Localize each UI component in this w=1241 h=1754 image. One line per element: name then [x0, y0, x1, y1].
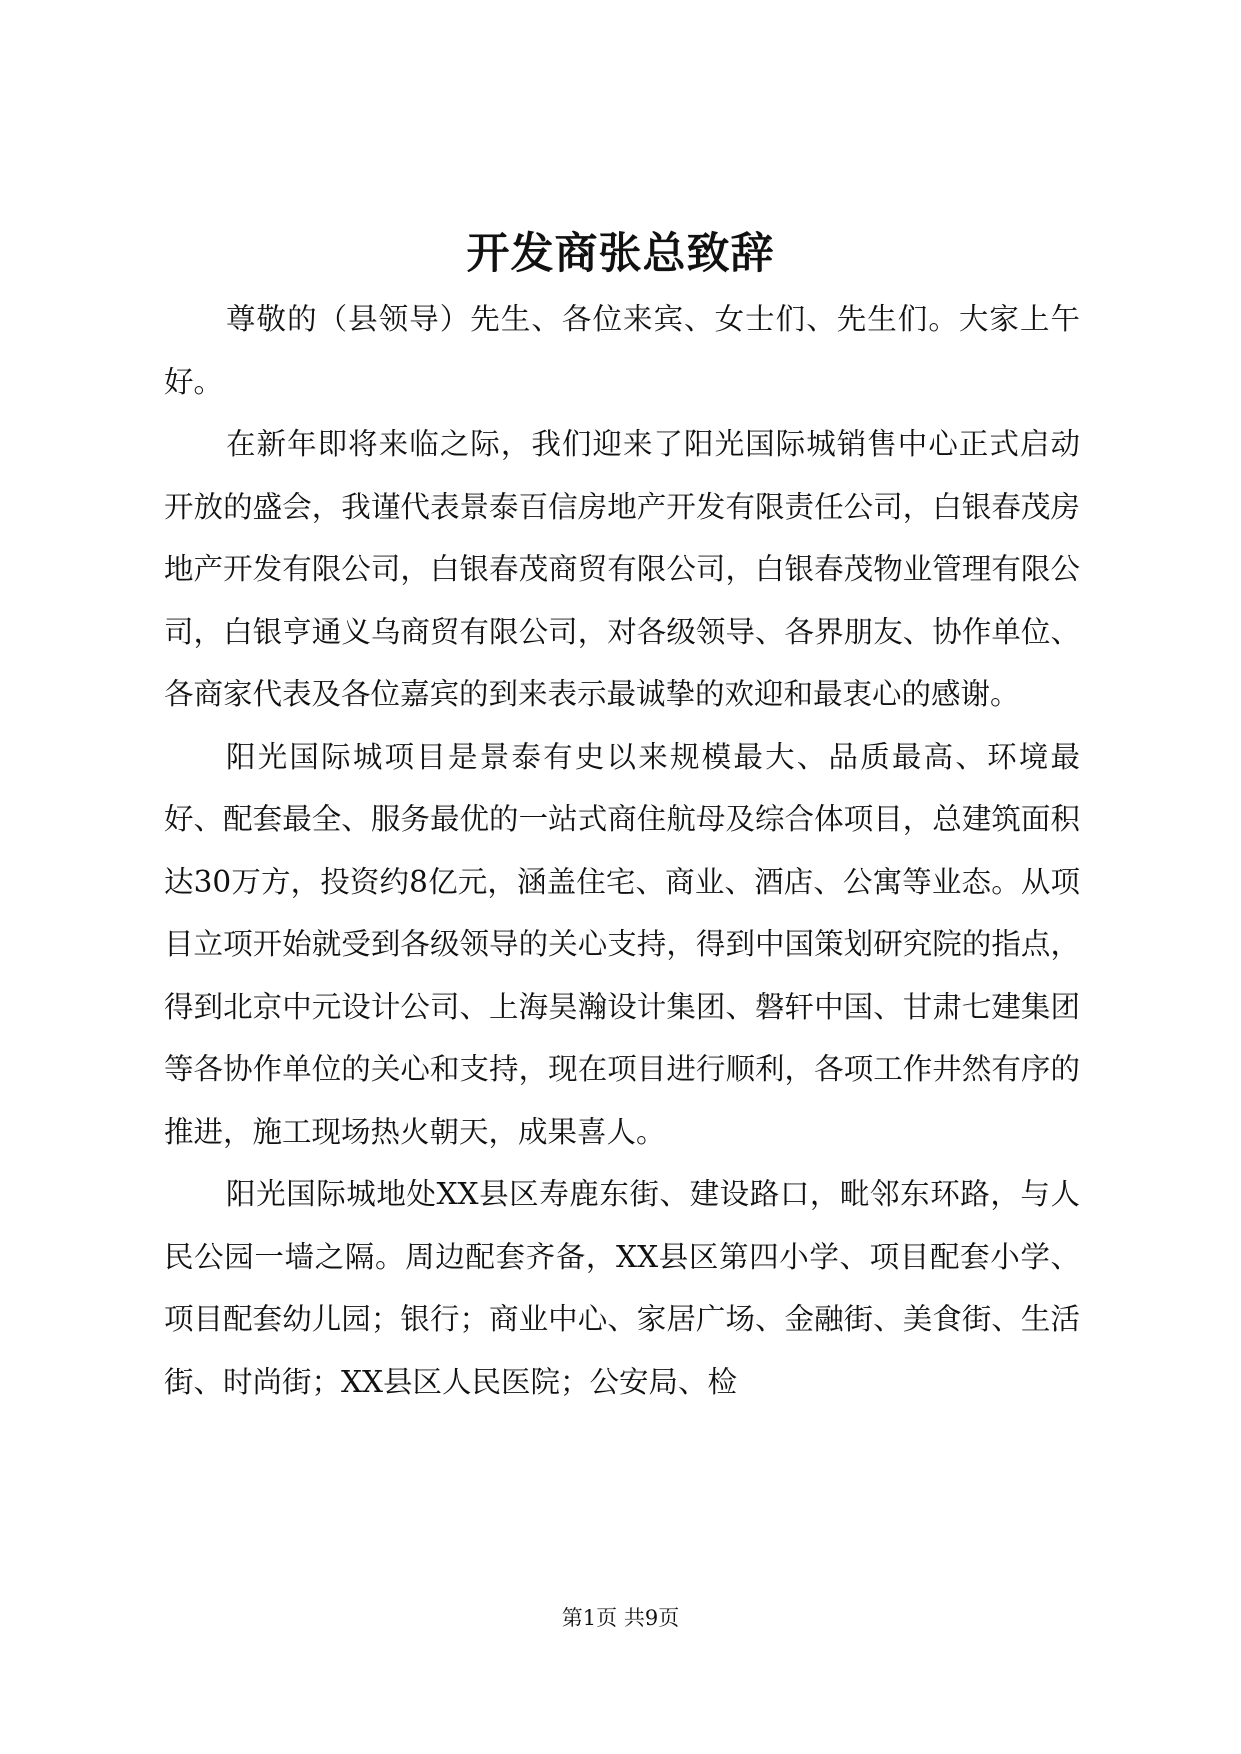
paragraph-welcome: 在新年即将来临之际，我们迎来了阳光国际城销售中心正式启动开放的盛会，我谨代表景泰百信房地产开发有限责任公司，白银春茂房地产开发有限公司，白银春茂商贸有限公司，白银春茂物业管理有限公司，白银亨通义乌商贸有限公司，对各级领导、各界朋友、协作单位、各商家代表及各位嘉宾的到来表示最诚挚的欢迎和最衷心的感谢。: [164, 427, 1080, 711]
document-body: [164, 288, 1080, 1413]
page-footer: 第1页 共9页: [561, 1606, 680, 1630]
paragraph-location: 阳光国际城地处XX县区寿鹿东街、建设路口，毗邻东环路，与人民公园一墙之隔。周边配套齐备，XX县区第四小学、项目配套小学、项目配套幼儿园；银行；商业中心、家居广场、金融街、美食街、生活街、时尚街；XX县区人民医院；公安局、检: [164, 1177, 1080, 1399]
document-title: 开发商张总致辞: [466, 229, 775, 279]
paragraph-project-overview: 阳光国际城项目是景泰有史以来规模最大、品质最高、环境最好、配套最全、服务最优的一站式商住航母及综合体项目，总建筑面积达30万方，投资约8亿元，涵盖住宅、商业、酒店、公寓等业态。从项目立项开始就受到各级领导的关心支持，得到中国策划研究院的指点，得到北京中元设计公司、上海昊瀚设计集团、磐轩中国、甘肃七建集团等各协作单位的关心和支持，现在项目进行顺利，各项工作井然有序的推进，施工现场热火朝天，成果喜人。: [164, 739, 1080, 1149]
paragraph-greeting: 尊敬的（县领导）先生、各位来宾、女士们、先生们。大家上午好。: [164, 302, 1080, 399]
